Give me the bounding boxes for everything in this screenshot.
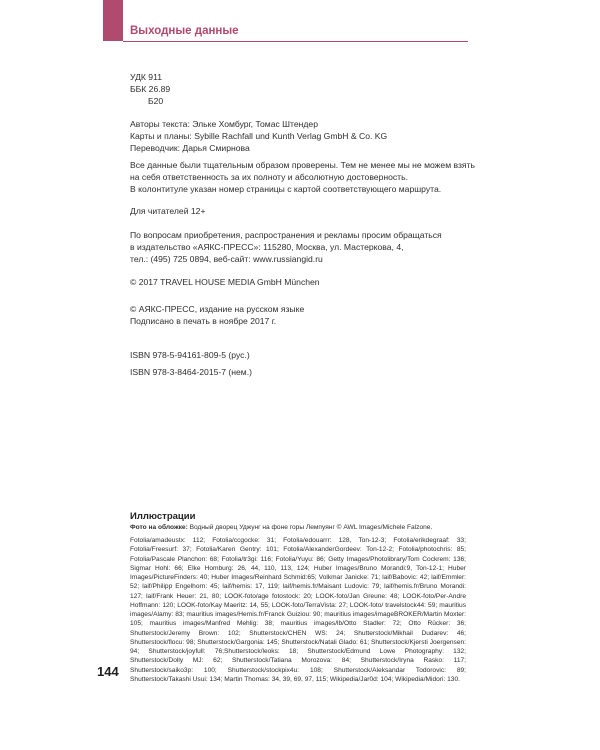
isbn-ru: ISBN 978-5-94161-809-5 (рус.) xyxy=(130,350,250,360)
cover-label: Фото на обложке: xyxy=(130,524,188,531)
illustrations-title: Иллюстрации xyxy=(130,511,196,522)
author-code: Б20 xyxy=(148,96,164,106)
page-number: 144 xyxy=(97,664,119,679)
bbk-code: ББК 26.89 xyxy=(130,84,171,94)
photo-credits: Fotolia/amadeustx: 112; Fotolia/ccgocke: 31; Fotolia/edouarrr: 128, Ton-12-3; Fotolia/erikdegraaf: 33; Fotolia/Freesurf: 37; Fotolia/Karen Gentry: 101; Fotolia/AlexanderGordeev: Ton-12-2; Fotolia/photochris: 85; Fotolia/Pascale Planchon: 68; Fotolia/tr3gi: 116; Fotolia/Yuyu: 86; Getty Images/Photolibrary/Tom Cockrem: 136; Sigmar Hohl: 66; Elke Homburg: 26, 44, 110, 113, 124; Huber Images/Bruno Morandi:9, Ton-12-1; Huber Images/PictureFinders: 40; Huber Images/Reinhard Schmid:65; Volkmar Janicke: 71; laif/Babovic: 42; laif/Emmler: 52; laif/Philipp Engelhorn: 45; laif/hemis: 17, 119; laif/hemis.fr/Maisant Ludovic: 79; laif/hemis.fr/Bruno Morandi: 127; laif/Frank Heuer: 21, 80; LOOK-foto/age fotostock: 20; LOOK-foto/Jan Greune: 48; LOOK-foto/Per-Andre Hoffmann: 120; LOOK-foto/Kay Maeritz: 14, 55; LOOK-foto/TerraVista: 27; LOOK-foto/ travelstock44: 59; mauritius images/Alamy: 83; mauritius images/Hemis.fr/Franck Guiziou: 90; mauritius images/imageBROKER/Martin Moxter: 105; mauritius images/Manfred Mehlig: 38; mauritius images/lb/Otto Stadler: 72; Otto Rücker: 36; Shutterstock/Jeremy Brown: 102; Shutterstock/CHEN WS: 24; Shutterstock/Mikhail Dudarev: 46; Shutterstock/flocu: 98; Shutterstock/Gargonia: 145; Shutterstock/Natali Glado: 61; Shutterstock/Kjersti Joergensen: 94; Shutterstock/joyfull: 76;Shutterstock/leoks: 18; Shutterstock/Edmund Lowe Photography: 132; Shutterstock/Dolly MJ: 62; Shutterstock/Tatiana Morozova: 84; Shutterstock/Iryna Rasko: 117; Shutterstock/saiko3p: 100; Shutterstock/stockpix4u: 108; Shutterstock/Aleksandar Todorovic: 89; Shutterstock/Takashi Usui: 134; Martin Thomas: 34, 39, 69, 97, 115; Wikipedia/Jar0d: 104; Wikipedia/Midori: 130. xyxy=(130,537,466,683)
print-date: Подписано в печать в ноябре 2017 г. xyxy=(130,316,277,326)
translator: Переводчик: Дарья Смирнова xyxy=(130,143,250,153)
classification-block xyxy=(130,71,170,107)
header-rule xyxy=(123,41,468,42)
contact-line: тел.: (495) 725 0894, веб-сайт: www.russiangid.ru xyxy=(130,254,323,264)
age-rating: Для читателей 12+ xyxy=(130,206,206,216)
contact-line: По вопросам приобретения, распространения и рекламы просим обращаться xyxy=(130,230,442,240)
russian-copyright: © АЯКС-ПРЕСС, издание на русском языке xyxy=(130,304,305,314)
text-authors: Авторы текста: Эльке Хомбург, Томас Штендер xyxy=(130,119,318,129)
cover-text: Водный дворец Уджунг на фоне горы Лемпуянг © AWL Images/Michele Falzone. xyxy=(189,524,433,531)
contact-line: в издательство «АЯКС-ПРЕСС»: 115280, Москва, ул. Мастеркова, 4, xyxy=(130,242,404,252)
header-accent-block xyxy=(103,0,123,41)
disclaimer-line: Все данные были тщательным образом проверены. Тем не менее мы не можем взять xyxy=(130,160,475,170)
authors-block xyxy=(130,118,387,154)
section-title: Выходные данные xyxy=(130,25,239,37)
maps-credit: Карты и планы: Sybille Rachfall und Kunth Verlag GmbH & Co. KG xyxy=(130,131,388,141)
cover-photo-credit xyxy=(130,524,432,531)
original-copyright: © 2017 TRAVEL HOUSE MEDIA GmbH München xyxy=(130,277,320,287)
contact-block xyxy=(130,229,442,265)
isbn-de: ISBN 978-3-8464-2015-7 (нем.) xyxy=(130,367,252,377)
russian-edition-block xyxy=(130,303,304,327)
disclaimer-block xyxy=(130,159,475,195)
disclaimer-line: на себя ответственность за их полноту и абсолютную достоверность. xyxy=(130,172,408,182)
disclaimer-line: В колонтитуле указан номер страницы с картой соответствующего маршрута. xyxy=(130,184,442,194)
udk-code: УДК 911 xyxy=(130,72,162,82)
